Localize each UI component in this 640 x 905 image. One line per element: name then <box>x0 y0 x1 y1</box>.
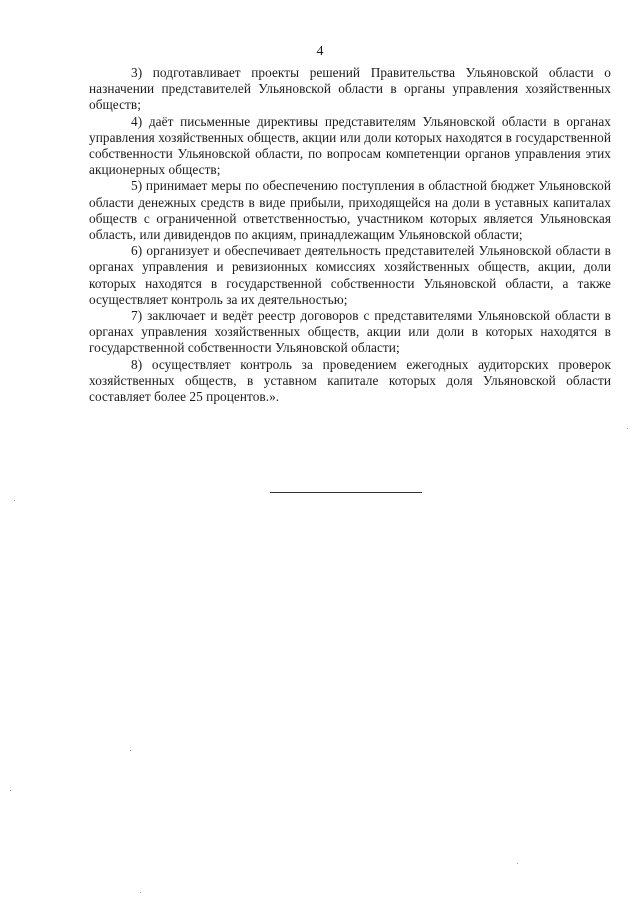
page-number: 4 <box>316 44 324 59</box>
scan-speck <box>10 790 11 791</box>
paragraph-item-6: 6) организует и обеспечивает деятельность представителей Ульяновской области в органах управления и ревизионных комиссиях хозяйственных обществ, акции, доли которых находятся в государственной собственности Ульяновской области, а также осуществляет контроль за их деятельностью; <box>89 243 611 307</box>
paragraph-item-7: 7) заключает и ведёт реестр договоров с представителями Ульяновской области в органах управления хозяйственных обществ, акции или доли в которых находятся в государственной собственности Ульяновской области; <box>89 308 611 356</box>
scan-speck <box>14 500 15 501</box>
scan-speck <box>140 892 141 893</box>
end-of-text-divider <box>270 492 422 493</box>
paragraph-item-5: 5) принимает меры по обеспечению поступления в областной бюджет Ульяновской области денежных средств в виде прибыли, приходящейся на доли в уставных капиталах обществ с ограниченной ответственностью, участником которых является Ульяновская область, или дивидендов по акциям, принадлежащим Ульяновской области; <box>89 178 611 243</box>
scan-speck <box>627 428 628 429</box>
paragraph-item-8: 8) осуществляет контроль за проведением ежегодных аудиторских проверок хозяйственных обществ, в уставном капитале которых доля Ульяновской области составляет более 25 процентов.». <box>89 356 611 405</box>
scan-speck <box>517 863 518 864</box>
scan-speck <box>130 750 131 751</box>
document-body <box>89 65 611 405</box>
paragraph-item-3: 3) подготавливает проекты решений Правительства Ульяновской области о назначении представителей Ульяновской области в органы управления хозяйственных обществ; <box>89 65 611 113</box>
paragraph-item-4: 4) даёт письменные директивы представителям Ульяновской области в органах управления хозяйственных обществ, акции или доли которых находятся в государственной собственности Ульяновской области, по вопросам компетенции органов управления этих акционерных обществ; <box>89 113 611 178</box>
